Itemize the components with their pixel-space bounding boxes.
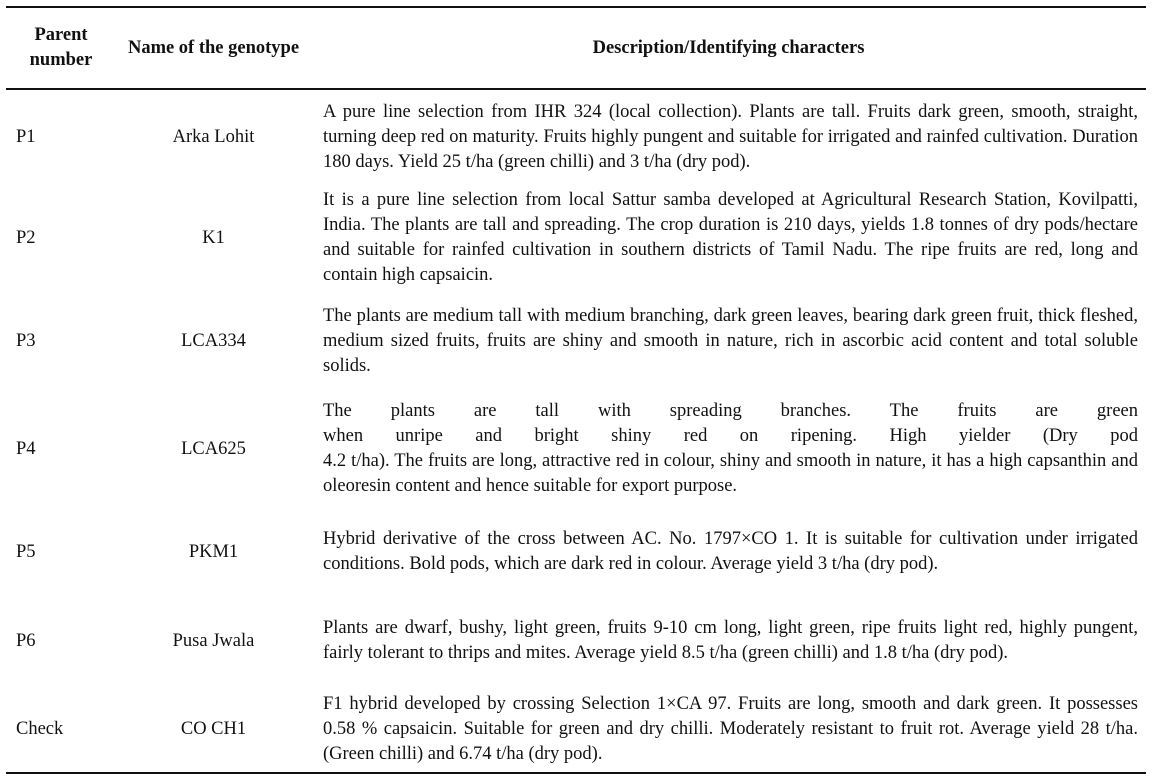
- table-row: [6, 508, 1146, 596]
- description-cell: A pure line selection from IHR 324 (local collection). Plants are tall. Fruits dark green, smooth, straight, turning deep red on maturity. Fruits highly pungent and suitable for irrigated and rainfed cultivation. Duration 180 days. Yield 25 t/ha (green chilli) and 3 t/ha (dry pod).: [323, 101, 1138, 172]
- parent-number-cell: Check: [16, 718, 64, 739]
- table-row: [6, 184, 1146, 292]
- genotype-name-cell: LCA334: [181, 330, 246, 351]
- description-cell: F1 hybrid developed by crossing Selection 1×CA 97. Fruits are long, smooth and dark green. It possesses 0.58 % capsaicin. Suitable for green and dry chilli. Moderately resistant to fruit rot. Average yield 28 t/ha. (Green chilli) and 6.74 t/ha (dry pod).: [323, 693, 1138, 764]
- parent-number-cell: P4: [16, 438, 36, 459]
- table-row: [6, 686, 1146, 773]
- table-row: [6, 390, 1146, 508]
- parent-number-cell: P3: [16, 330, 36, 351]
- genotype-name-cell: PKM1: [188, 541, 239, 562]
- parent-number-cell: P2: [16, 227, 36, 248]
- genotype-name-cell: Arka Lohit: [172, 126, 255, 147]
- genotype-name-cell: Pusa Jwala: [172, 630, 255, 651]
- header-parent-number: Parent number: [29, 25, 93, 70]
- header-row: [6, 7, 1146, 89]
- genotype-name-cell: K1: [202, 227, 225, 248]
- table-row: [6, 596, 1146, 686]
- table-body: [6, 89, 1146, 773]
- table-header: [6, 7, 1146, 89]
- parent-number-cell: P5: [16, 541, 36, 562]
- description-line: The plants are tall with spreading branches. The fruits are green: [323, 401, 1138, 421]
- description-cell: Plants are dwarf, bushy, light green, fruits 9-10 cm long, light green, ripe fruits light red, highly pungent, fairly tolerant to thrips and mites. Average yield 8.5 t/ha (green chilli) and 1.8 t/ha (dry pod).: [323, 618, 1138, 663]
- parent-number-cell: P1: [16, 126, 36, 147]
- genotype-table: [6, 6, 1146, 774]
- description-cell: [311, 390, 1146, 508]
- table-row: [6, 89, 1146, 184]
- header-genotype-name: Name of the genotype: [127, 37, 300, 58]
- description-cell: It is a pure line selection from local Sattur samba developed at Agricultural Research Station, Kovilpatti, India. The plants are tall and spreading. The crop duration is 210 days, yields 1.8 tonnes of dry pods/hectare and suitable for rainfed cultivation in southern districts of Tamil Nadu. The ripe fruits are red, long and contain high capsaicin.: [323, 190, 1138, 285]
- description-line: 4.2 t/ha). The fruits are long, attractive red in colour, shiny and smooth in nature, it has a high capsanthin and oleoresin content and hence suitable for export purpose.: [323, 451, 1138, 496]
- description-cell: The plants are medium tall with medium branching, dark green leaves, bearing dark green fruit, thick fleshed, medium sized fruits, fruits are shiny and smooth in nature, rich in ascorbic acid content and total soluble solids.: [323, 305, 1138, 376]
- genotype-table-container: [6, 6, 1146, 774]
- header-description: Description/Identifying characters: [592, 37, 865, 58]
- genotype-name-cell: CO CH1: [180, 718, 247, 739]
- genotype-name-cell: LCA625: [181, 438, 246, 459]
- description-cell: Hybrid derivative of the cross between AC. No. 1797×CO 1. It is suitable for cultivation under irrigated conditions. Bold pods, which are dark red in colour. Average yield 3 t/ha (dry pod).: [323, 529, 1138, 574]
- parent-number-cell: P6: [16, 630, 36, 651]
- description-line: when unripe and bright shiny red on ripening. High yielder (Dry pod: [323, 426, 1138, 446]
- table-row: [6, 292, 1146, 390]
